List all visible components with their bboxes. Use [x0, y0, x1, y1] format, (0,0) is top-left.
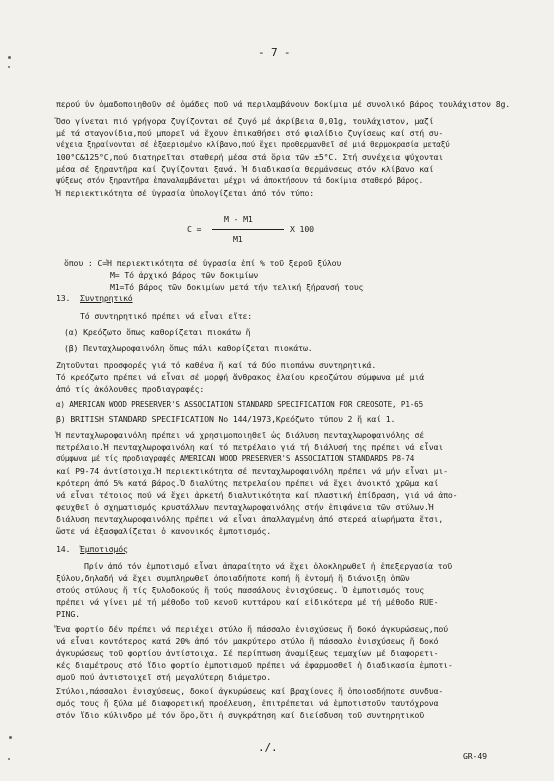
section-14-text: ἀγκυρώσεως τοῦ φορτίου ἀντίστοιχα. Σέ περίπτωση ἀναμίξεως τεμαχίων μέ διαφορετι-	[56, 648, 439, 658]
page-number: - 7 -	[258, 46, 291, 59]
formula-legend-line: M1=Τό βάρος τῶν δοκιμίων μετά τήν τελική ξήρανσή τους	[110, 282, 364, 292]
section-14-text: ξύλου,δηλαδή νά ἔχει συμπληρωθεῖ ὁποιαδήποτε κοπή ἤ ἐντομή ἤ διάνοιξη ὀπῶν	[56, 573, 410, 583]
formula-fraction-bar	[212, 229, 284, 230]
section-14-text: πρέπει νά γίνει μέ τή μέθοδο τοῦ κενοῦ κυττάρου καί εἰδικότερα μέ τή μέθοδο RUE-	[56, 597, 439, 607]
document-code: GR-49	[463, 751, 487, 761]
section-14-text: στόν ἴδιο κύλινδρο μέ τόν ὅρο,ὅτι ἡ συγκράτηση καί διείσδυση τοῦ συντηρητικοῦ	[56, 710, 425, 720]
section-13-text: Ἡ πενταχλωροφαινόλη πρέπει νά χρησιμοποιηθεῖ ὡς διάλυση πενταχλωροφαινόλης σέ	[56, 430, 425, 440]
intro-line: 100°C&125°C,πού διατηρεῖται σταθερή μέσα στά ὅρια τῶν ±5°C. Στή συνέχεια ψύχονται	[56, 152, 444, 162]
section-14-text: Στύλοι,πάσσαλοι ἐνισχύσεως, δοκοί ἀγκυρώσεως καί βραχίονες ἤ ὁποιοσδήποτε συνδυα-	[56, 686, 444, 696]
section-14-text: σμοῦ πού ἀντιστοιχεῖ στή μεγαλύτερη διάμετρο.	[56, 672, 272, 682]
section-13-text: Τό κρεόζωτο πρέπει νά εἶναι σέ μορφή ἄνθρακος ἐλαίου κρεοζώτου σύμφωνα μέ μιά	[56, 372, 425, 382]
option-a: (α) Κρεόζωτο ὅπως καθορίζεται πιοκάτω ἤ	[64, 327, 251, 337]
section-13-text: διάλυση πενταχλωροφαινόλης πρέπει νά εἶναι ἀπαλλαγμένη ἀπό στερεά αἰωρήματα ἔτσι,	[56, 514, 444, 524]
section-13-text: φευχθεῖ ὁ σχηματισμός κρυστάλλων πενταχλωροφαινόλης στήν ἐπιφάνεια τῶν στύλων.Ἡ	[56, 502, 434, 512]
section-13-intro: Τό συντηρητικό πρέπει νά εἶναι εἴτε:	[80, 311, 253, 321]
option-b: (β) Πενταχλωροφαινόλη ὅπως πάλι καθορίζεται πιοκάτω.	[64, 343, 313, 353]
section-14-title: Ἐμποτισμός	[80, 544, 128, 554]
section-13-text: ὥστε νά ἐξασφαλίζεται ὁ κανονικός ἐμποτισμός.	[56, 526, 272, 536]
section-13-text: σύμφωνα μέ τίς προδιαγραφές AMERICAN WOOD PRESERVER'S ASSOCIATION STANDARDS P8-74	[56, 454, 415, 463]
section-13-text: πετρέλαιο.Ἡ πενταχλωροφαινόλη καί τό πετρέλαιο γιά τή διάλυσή της πρέπει νά εἶναι	[56, 442, 444, 452]
intro-line: ψύξεως στόν ξηραντῆρα ἐπαναλαμβάνεται μέχρι νά ἀποκτήσουν τά δοκίμια σταθερό βάρος.	[56, 176, 424, 185]
section-14-text: PING.	[56, 609, 80, 619]
section-13-text: νά εἶναι τέτοιος πού νά ἔχει ἀρκετή διαλυτικότητα καί πλαστική ἐπίδραση, γιά νά ἀπο-	[56, 490, 458, 500]
section-13-text: ἀπό τίς ἀκόλουθες προδιαγραφές:	[56, 384, 205, 394]
intro-line: μέ τά σταγονίδια,πού μπορεῖ νά ἔχουν ἐπικαθήσει στό φιαλίδιο ζυγίσεως καί στή συ-	[56, 128, 444, 138]
continuation-mark: ./.	[258, 741, 278, 754]
scan-speck	[8, 56, 11, 59]
scan-speck	[8, 758, 10, 760]
section-14-text: Πρίν ἀπό τόν ἐμποτισμό εἶναι ἀπαραίτητο νά ἔχει ὁλοκληρωθεῖ ἡ ἐπεξεργασία τοῦ	[84, 561, 453, 571]
formula-legend-line: ὅπου : C=Ἡ περιεκτικότητα σέ ὑγρασία ἐπί % τοῦ ξεροῦ ξύλου	[64, 258, 342, 268]
formula-numerator: M - M1	[224, 214, 253, 224]
scan-speck	[8, 66, 10, 68]
section-14-text: κές διαμέτρους στό ἴδιο φορτίο ἐμποτισμοῦ πρέπει νά ἐφαρμοσθεῖ ἡ διαδικασία ἐμποτι-	[56, 660, 453, 670]
section-13-number: 13.	[56, 293, 71, 303]
intro-line: Ἡ περιεκτικότητα σέ ὑγρασία ὑπολογίζεται ἀπό τόν τύπο:	[56, 188, 315, 198]
section-13-text: καί P9-74 ἀντίστοιχα.Ἡ περιεκτικότητα σέ πενταχλωροφαινόλη πρέπει νά μήν εἶναι μι-	[56, 466, 448, 476]
section-14-text: νά εἶναι κοντότερος κατά 20% ἀπό τόν μακρύτερο στύλο ἤ πάσσαλο ἐνισχύσεως ἤ δοκό	[56, 636, 439, 646]
formula-denominator: M1	[233, 234, 243, 244]
formula-legend-line: M= Τό ἀρχικό βάρος τῶν δοκιμίων	[110, 270, 259, 280]
section-13-title: Συντηρητικό	[80, 293, 133, 303]
formula-lhs: C =	[187, 224, 202, 234]
intro-line: περού ὑν ὁμαδοποιηθοῦν σέ ὁμάδες ποῦ νά περιλαμβάνουν δοκίμια μέ συνολικό βάρος τουλάχιστον 8g.	[56, 99, 511, 109]
intro-line: Ὅσο γίνεται πιό γρήγορα ζυγίζονται σέ ζυγό μέ ἀκρίβεια 0,01g, τουλάχιστον, μαζί	[56, 116, 434, 126]
section-14-text: σμός τους ἤ ξύλα μέ διαφορετική προέλευση, ἐπιτρέπεται νά ἐμποτιστοῦν ταυτόχρονα	[56, 698, 439, 708]
section-13-text: κρότερη ἀπό 5% κατά βάρος.Ὁ διαλύτης πετρελαίου πρέπει νά ἔχει ἀνοικτό χρῶμα καί	[56, 478, 439, 488]
section-14-text: στούς στύλους ἤ τίς ξυλοδοκούς ἤ τούς πασσάλους ἐνισχύσεως. Ὁ ἐμποτισμός τους	[56, 585, 425, 595]
section-13-text: Ζητοῦνται προσφορές γιά τό καθένα ἤ καί τά δύο πιοπάνω συντηρητικά.	[56, 360, 377, 370]
spec-b: β) BRITISH STANDARD SPECIFICATION No 144/1973,Κρεόζωτο τύπου 2 ἤ καί 1.	[56, 414, 396, 424]
formula-multiplier: X 100	[290, 224, 314, 234]
scan-speck	[9, 736, 12, 739]
intro-line: μέσα σέ ξηραντῆρα καί ζυγίζονται ξανά. Ἡ διαδικασία θερμάνσεως στόν κλίβανο καί	[56, 164, 434, 174]
spec-a: α) AMERICAN WOOD PRESERVER'S ASSOCIATION STANDARD SPECIFICATION FOR CREOSOTE, P1-65	[56, 400, 424, 409]
intro-line: νέχεια ξηραίνονται σέ ἐξαερισμένο κλίβανο,πού ἔχει προθερμανθεῖ σέ μιά θερμοκρασία μεταξύ	[56, 140, 450, 149]
section-14-number: 14.	[56, 544, 71, 554]
section-14-text: Ἕνα φορτίο δέν πρέπει νά περιέχει στύλο ἤ πάσσαλο ἐνισχύσεως ἤ δοκό ἀγκυρώσεως,πού	[56, 624, 448, 634]
